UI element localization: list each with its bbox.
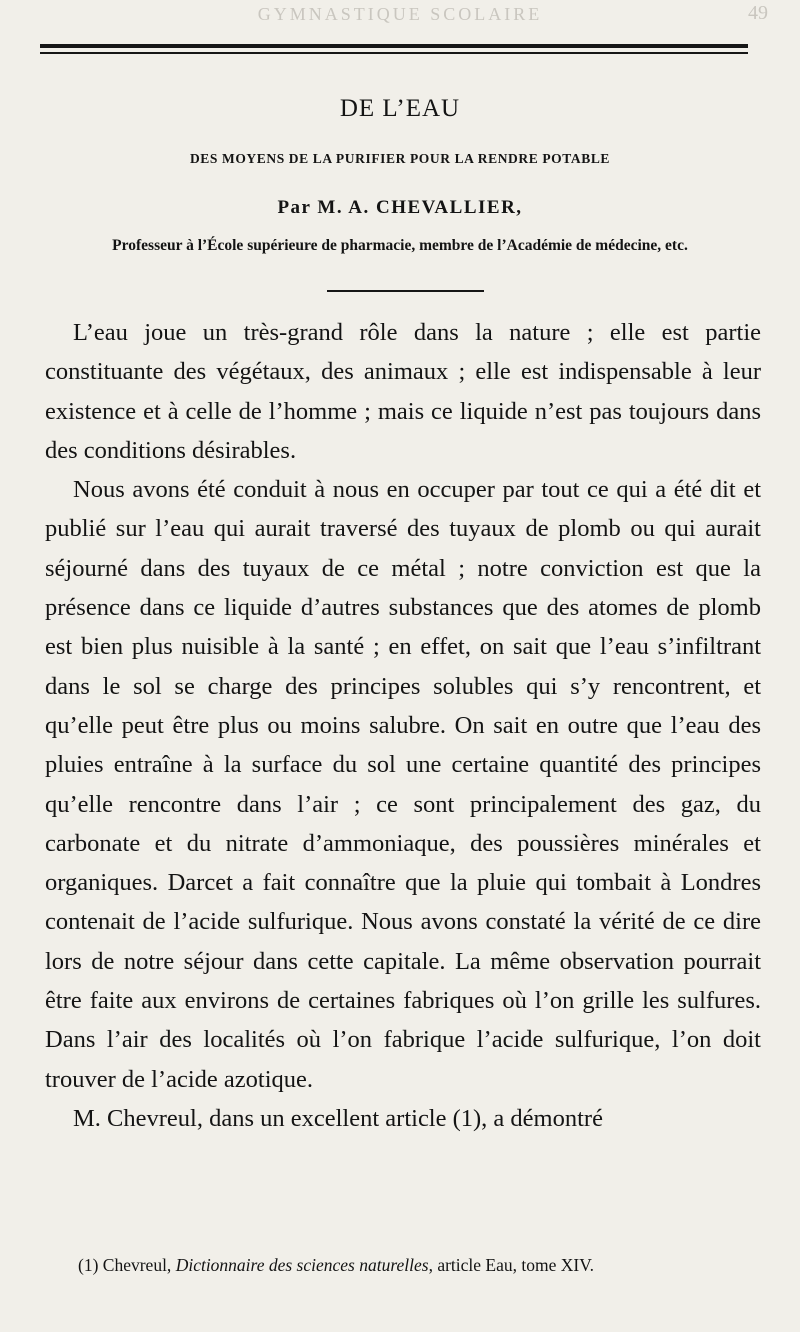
footnote-marker: (1) Chevreul, [78,1255,172,1275]
footnote-reference: , article Eau, tome XIV. [428,1255,594,1275]
article-body [45,313,761,1138]
article-author: Par M. A. CHEVALLIER, [277,197,523,218]
body-paragraph: Nous avons été conduit à nous en occuper par tout ce qui a été dit et publié sur l’eau qui aurait traversé des tuyaux de plomb ou qui aurait séjourné dans des tuyaux de ce métal ; notre conviction est que la présence dans ce liquide d’autres substances que des atomes de plomb est bien plus nuisible à la santé ; en effet, on sait que l’eau s’infiltrant dans le sol se charge des principes solubles qui s’y rencontrent, et qu’elle peut être plus ou moins salubre. On sait en outre que l’eau des pluies entraîne à la surface du sol une certaine quantité des principes qu’elle rencontre dans l’air ; ce sont principalement des gaz, du carbonate et du nitrate d’ammoniaque, des poussières minérales et organiques. Darcet a fait connaître que la pluie qui tombait à Londres contenait de l’acide sulfurique. Nous avons constaté la vérité de ce dire lors de notre séjour dans cette capitale. La même observation pourrait être faite aux environs de certaines fabriques où l’on grille les sulfures. Dans l’air des localités où l’on fabrique l’acide sulfurique, l’on doit trouver de l’acide azotique. [45,476,761,1093]
author-affiliation: Professeur à l’École supérieure de pharmacie, membre de l’Académie de médecine, etc. [112,237,688,254]
double-rule-divider [40,44,748,54]
footnote-work-title: Dictionnaire des sciences naturelles [175,1255,429,1275]
body-paragraph: M. Chevreul, dans un excellent article (1), a démontré [73,1104,603,1132]
article-subtitle: DES MOYENS DE LA PURIFIER POUR LA RENDRE POTABLE [189,151,611,166]
running-head-title: GYMNASTIQUE SCOLAIRE [257,4,543,24]
footnote [45,1253,765,1277]
article-title: DE L’EAU [339,95,461,122]
page-number: 49 [748,2,768,24]
short-rule-divider [327,290,484,292]
body-paragraph: L’eau joue un très-grand rôle dans la nature ; elle est partie constituante des végétaux, des animaux ; elle est indispensable à leur existence et à celle de l’homme ; mais ce liquide n’est pas toujours dans des conditions désirables. [45,319,761,464]
